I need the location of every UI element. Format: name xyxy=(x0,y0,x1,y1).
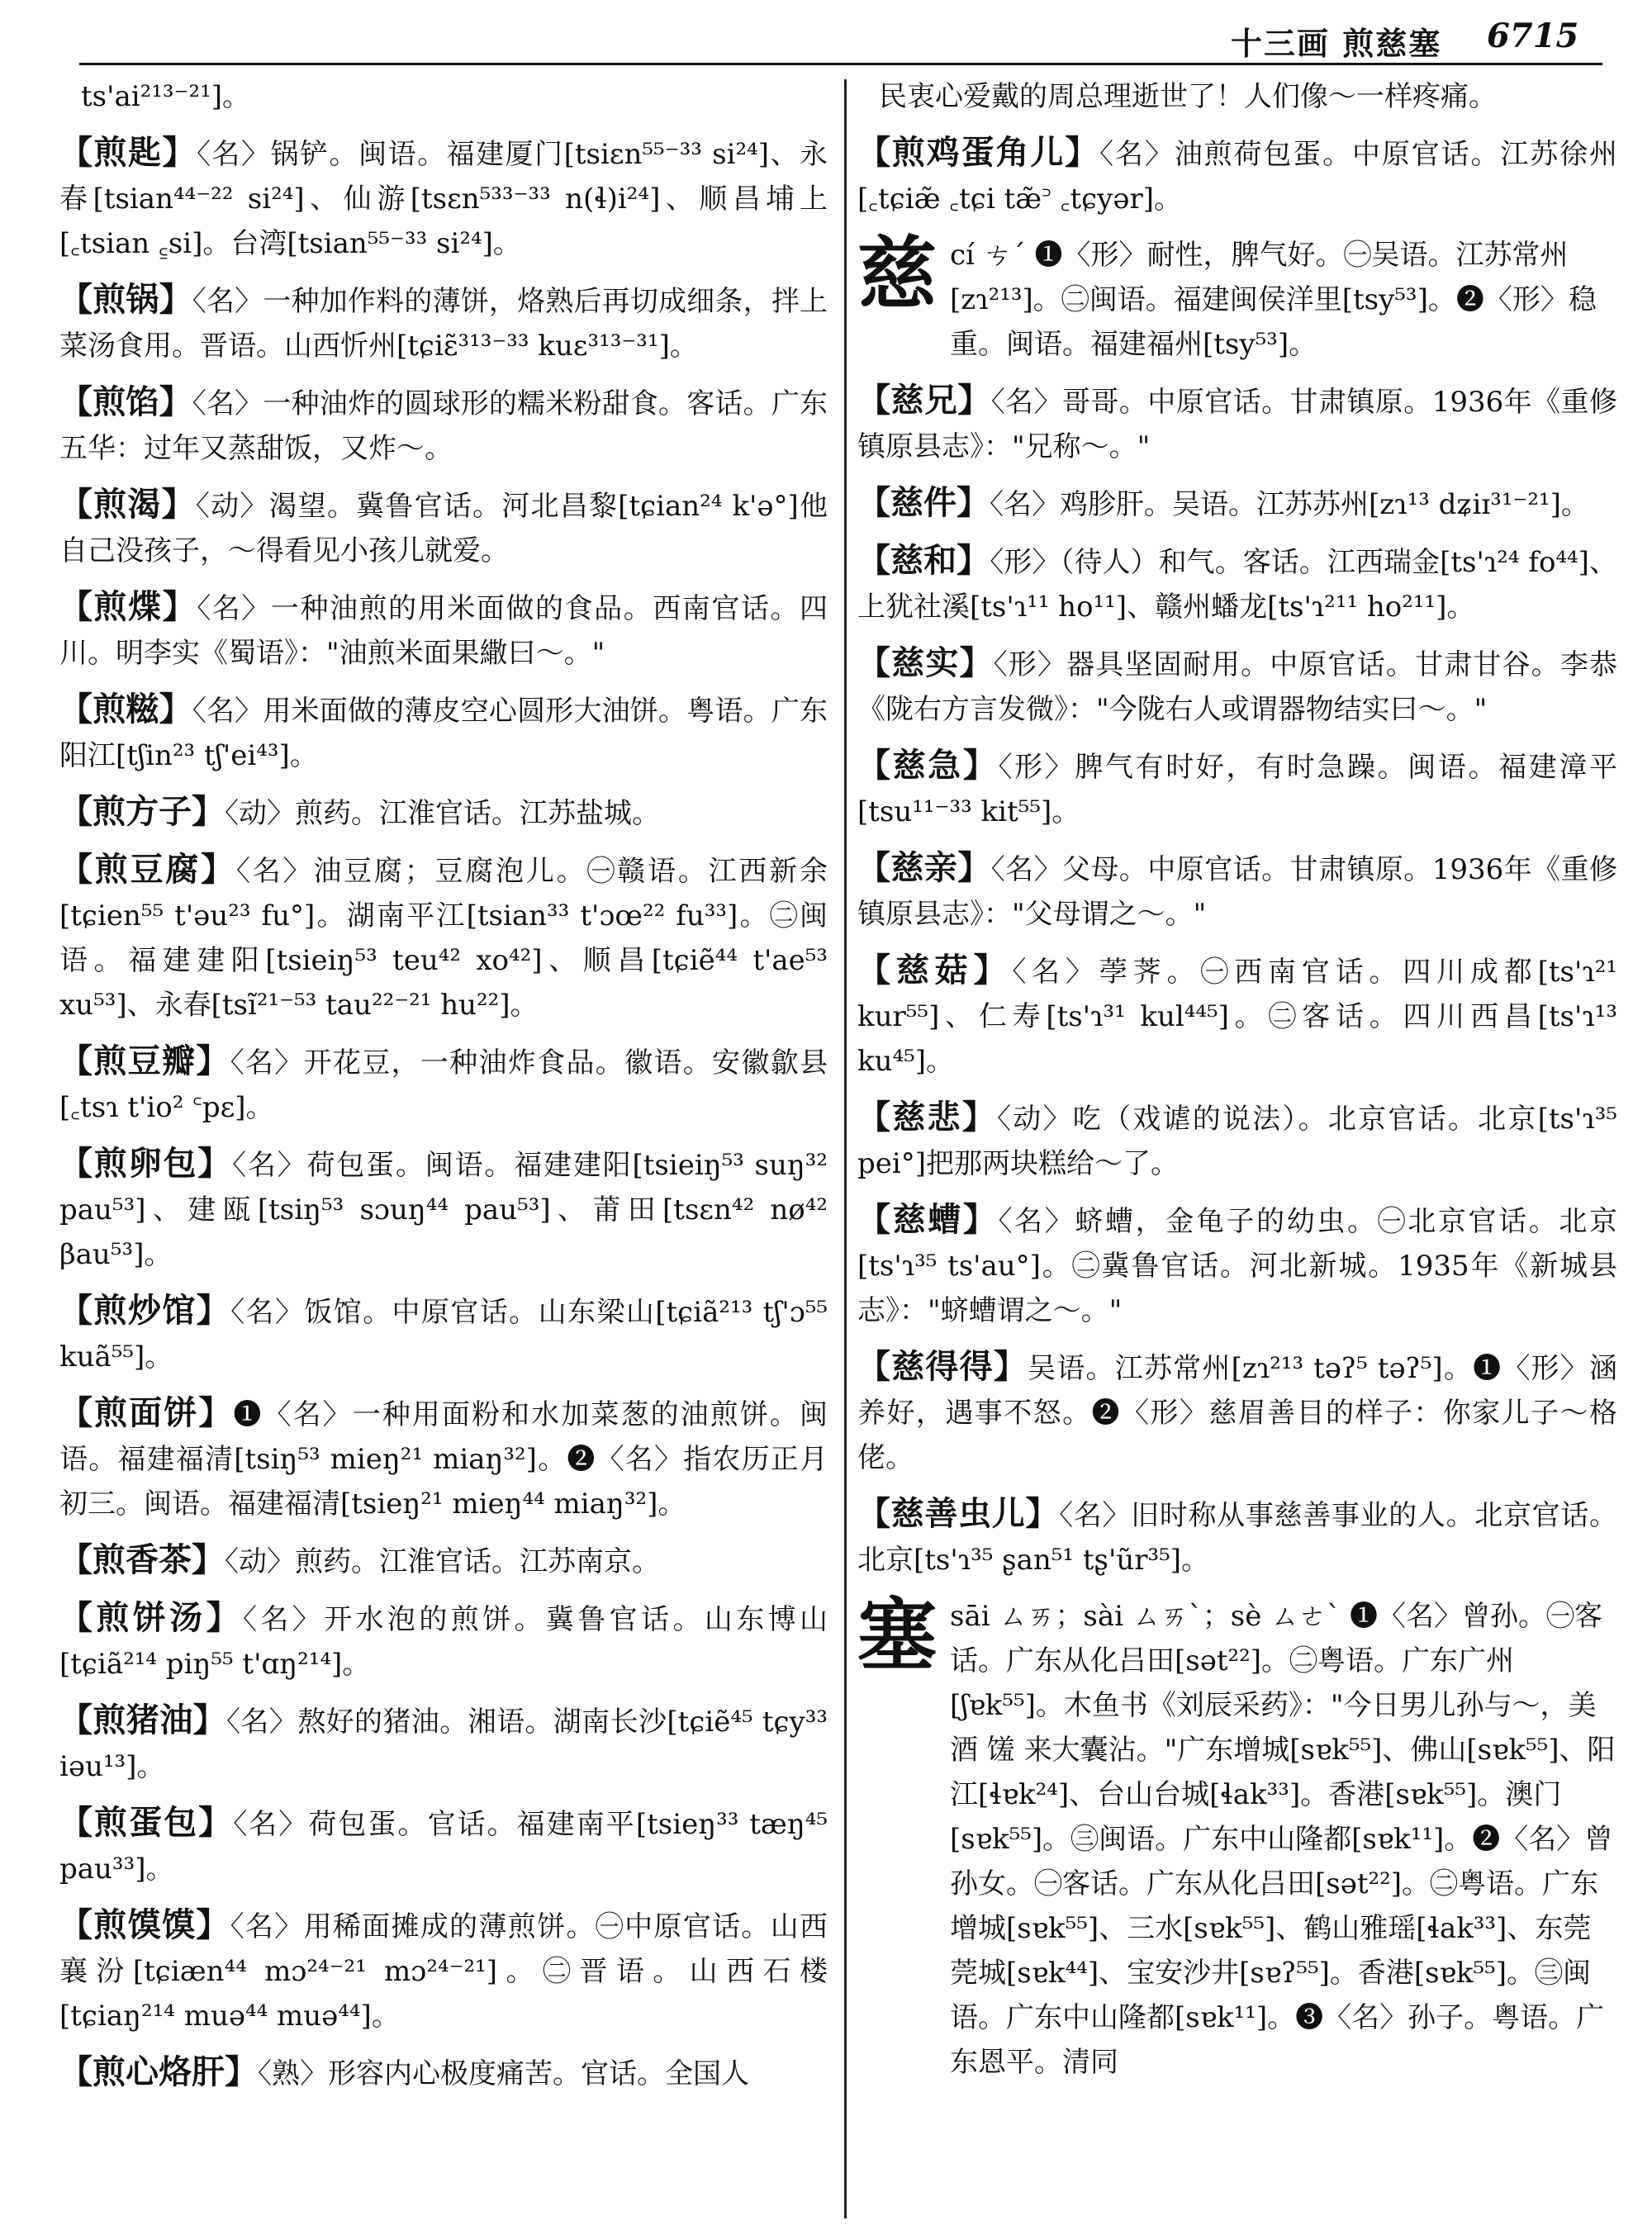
entry-headword: 【煎猪油】 xyxy=(59,1701,226,1739)
dictionary-entry xyxy=(59,687,828,778)
entry-definition: 〈动〉渴望。冀鲁官话。河北昌黎[tɕian²⁴ k'ə°]他自己没孩子，～得看见小孩儿就爱。 xyxy=(59,490,828,567)
left-column xyxy=(59,74,828,2108)
dictionary-entry xyxy=(857,130,1617,221)
head-character: 塞 xyxy=(857,1589,937,1682)
entry-definition: 〈名〉父母。中原官话。甘肃镇原。1936年《重修镇原县志》："父母谓之～。" xyxy=(857,853,1617,931)
entry-headword: 【慈和】 xyxy=(857,542,990,580)
entry-definition: 〈名〉油煎荷包蛋。中原官话。江苏徐州[꜀tɕiæ̃ ꜀tɕi tæ̃꜄ ꜀tɕyər]。 xyxy=(857,138,1617,216)
entry-headword: 【慈得得】 xyxy=(857,1348,1028,1386)
dictionary-entry xyxy=(857,641,1617,732)
right-column xyxy=(857,74,1617,2096)
entry-headword: 【慈兄】 xyxy=(857,382,991,420)
entry-definition: 〈熟〉形容内心极度痛苦。官话。全国人 xyxy=(258,2057,749,2090)
entry-headword: 【煎锅】 xyxy=(59,281,192,319)
entry-definition: 〈名〉一种油煎的用米面做的食品。西南官话。四川。明李实《蜀语》："油煎米面果繖曰～。" xyxy=(59,592,828,670)
dictionary-entry xyxy=(59,482,828,573)
entry-headword: 【煎卵包】 xyxy=(59,1145,233,1183)
entry-headword: 【煎香茶】 xyxy=(59,1541,225,1579)
entry-headword: 【慈善虫儿】 xyxy=(857,1495,1060,1533)
head-character-entry xyxy=(857,228,1617,367)
head-character: 慈 xyxy=(857,228,937,320)
entry-headword: 【慈件】 xyxy=(857,484,990,522)
entry-headword: 【煎饼汤】 xyxy=(59,1599,243,1637)
entry-definition: 〈动〉煎药。江淮官话。江苏盐城。 xyxy=(225,797,660,830)
entry-definition: 〈名〉鸡胗肝。吴语。江苏苏州[zɿ¹³ dʑiɪ³¹⁻²¹]。 xyxy=(990,488,1589,521)
entry-definition: 〈名〉熬好的猪油。湘语。湖南长沙[tɕiẽ⁴⁵ tɕy³³ iəu¹³]。 xyxy=(59,1706,828,1783)
dictionary-entry xyxy=(857,1345,1617,1480)
entry-headword: 【煎匙】 xyxy=(59,134,197,172)
entry-definition: 吴语。江苏常州[zɿ²¹³ təʔ⁵ təʔ⁵]。❶〈形〉涵养好，遇事不怒。❷〈形〉慈眉善目的样子：你家儿子～格佬。 xyxy=(857,1352,1617,1474)
entry-definition: 〈名〉荷包蛋。闽语。福建建阳[tsieiŋ⁵³ suŋ³² pau⁵³]、建瓯[tsiŋ⁵³ sɔuŋ⁴⁴ pau⁵³]、莆田[tsɛn⁴² nø⁴² βau⁵³]。 xyxy=(59,1149,828,1271)
entry-definition: 〈名〉用稀面摊成的薄煎饼。㊀中原官话。山西襄汾[tɕiæn⁴⁴ mɔ²⁴⁻²¹ mɔ²⁴⁻²¹]。㊁晋语。山西石楼[tɕiaŋ²¹⁴ muə⁴⁴ muə⁴⁴]。 xyxy=(59,1910,828,2033)
dictionary-entry xyxy=(857,539,1617,629)
entry-definition: 〈形〉（待人）和气。客话。江西瑞金[ts'ɿ²⁴ fo⁴⁴]、上犹社溪[ts'ɿ¹¹ ho¹¹]、赣州蟠龙[ts'ɿ²¹¹ ho²¹¹]。 xyxy=(857,546,1617,624)
dictionary-entry xyxy=(857,481,1617,527)
dictionary-entry xyxy=(59,1288,828,1379)
dictionary-entry xyxy=(59,130,828,266)
entry-definition: ❶〈名〉一种用面粉和水加菜葱的油煎饼。闽语。福建福清[tsiŋ⁵³ mieŋ²¹ miaŋ³²]。❷〈名〉指农历正月初三。闽语。福建福清[tsieŋ²¹ mieŋ⁴⁴ miaŋ³²]。 xyxy=(59,1398,828,1521)
entry-headword: 【煎馅】 xyxy=(59,383,192,421)
dictionary-entry xyxy=(857,1198,1617,1333)
entry-definition: 〈名〉饭馆。中原官话。山东梁山[tɕiã²¹³ tʃ'ɔ⁵⁵ kuã⁵⁵]。 xyxy=(59,1296,828,1374)
entry-definition: 〈名〉哥哥。中原官话。甘肃镇原。1936年《重修镇原县志》："兄称～。" xyxy=(857,386,1617,463)
entry-definition: 〈名〉用米面做的薄皮空心圆形大油饼。粤语。广东阳江[tʃin²³ tʃ'ei⁴³]。 xyxy=(59,695,828,772)
entry-definition: 〈名〉开水泡的煎饼。冀鲁官话。山东博山[tɕiã²¹⁴ piŋ⁵⁵ t'ɑŋ²¹⁴]。 xyxy=(59,1603,828,1681)
dictionary-entry xyxy=(59,585,828,676)
entry-headword: 【慈急】 xyxy=(857,747,999,785)
entry-definition: 民衷心爱戴的周总理逝世了！人们像～一样疼痛。 xyxy=(879,80,1497,113)
dictionary-entry xyxy=(59,1391,828,1526)
entry-headword: 【煎方子】 xyxy=(59,793,225,831)
entry-headword: 【慈实】 xyxy=(857,644,994,682)
dictionary-entry xyxy=(59,1538,828,1584)
entry-definition: 〈名〉荷包蛋。官话。福建南平[tsieŋ³³ tæŋ⁴⁵ pau³³]。 xyxy=(59,1808,828,1886)
entry-definition: 〈形〉脾气有时好，有时急躁。闽语。福建漳平[tsu¹¹⁻³³ kit⁵⁵]。 xyxy=(857,751,1617,828)
entry-headword: 【慈螬】 xyxy=(857,1201,999,1239)
dictionary-entry xyxy=(59,1698,828,1789)
entry-headword: 【慈菇】 xyxy=(857,951,1013,989)
dictionary-entry xyxy=(857,846,1617,937)
entry-headword: 【慈悲】 xyxy=(857,1098,997,1136)
entry-headword: 【煎糍】 xyxy=(59,690,192,728)
entry-definition: cí ㄘˊ ❶〈形〉耐性，脾气好。㊀吴语。江苏常州[zɿ²¹³]。㊁闽语。福建闽侯洋里[tsy⁵³]。❷〈形〉稳重。闽语。福建福州[tsy⁵³]。 xyxy=(950,239,1597,361)
entry-definition: 〈名〉一种油炸的圆球形的糯米粉甜食。客话。广东五华：过年又蒸甜饭，又炸～。 xyxy=(59,387,828,465)
dictionary-entry xyxy=(59,380,828,471)
entry-definition: 〈名〉旧时称从事慈善事业的人。北京官话。北京[ts'ɿ³⁵ ʂan⁵¹ tʂ'ũr³⁵]。 xyxy=(857,1499,1618,1577)
dictionary-entry xyxy=(59,847,828,1027)
entry-definition: 〈名〉开花豆，一种油炸食品。徽语。安徽歙县[꜀tsɿ t'io² ꜂pɛ]。 xyxy=(59,1046,828,1124)
entry-definition: 〈名〉锅铲。闽语。福建厦门[tsiɛn⁵⁵⁻³³ si²⁴]、永春[tsian⁴⁴⁻²² si²⁴]、仙游[tsɛn⁵³³⁻³³ n(ɬ)i²⁴]、顺昌埔上[꜀tsian ꜁si]。台湾[tsian⁵⁵⁻³³ si²⁴]。 xyxy=(59,138,828,260)
entry-definition: 〈动〉煎药。江淮官话。江苏南京。 xyxy=(225,1545,660,1578)
entry-definition: 〈名〉一种加作料的薄饼，烙熟后再切成细条，拌上菜汤食用。晋语。山西忻州[tɕiɛ̃³¹³⁻³³ kuɛ³¹³⁻³¹]。 xyxy=(59,285,828,363)
entry-definition: ts'ai²¹³⁻²¹]。 xyxy=(81,80,250,113)
entry-headword: 【煎豆瓣】 xyxy=(59,1042,230,1080)
dictionary-entry xyxy=(59,790,828,836)
dictionary-entry xyxy=(857,948,1617,1084)
dictionary-entry xyxy=(857,378,1617,469)
dictionary-entry xyxy=(59,1141,828,1277)
entry-headword: 【煎心烙肝】 xyxy=(59,2053,258,2091)
head-character-entry xyxy=(857,1589,1617,2085)
page-header xyxy=(0,0,1652,69)
dictionary-entry xyxy=(59,2050,828,2096)
dictionary-entry xyxy=(857,743,1617,834)
entry-headword: 【慈亲】 xyxy=(857,849,991,887)
entry-definition: 〈动〉吃（戏谑的说法）。北京官话。北京[ts'ɿ³⁵ pei°]把那两块糕给～了。 xyxy=(857,1103,1618,1180)
dictionary-entry xyxy=(59,1801,828,1891)
entry-headword: 【煎面饼】 xyxy=(59,1394,234,1432)
dictionary-entry xyxy=(857,1492,1617,1582)
entry-headword: 【煎炒馆】 xyxy=(59,1292,231,1330)
entry-headword: 【煎豆腐】 xyxy=(59,851,236,889)
entry-headword: 【煎渴】 xyxy=(59,486,196,524)
entry-headword: 【煎煠】 xyxy=(59,588,197,626)
entry-definition: 〈名〉荸荠。㊀西南官话。四川成都[ts'ɿ²¹ kur⁵⁵]、仁寿[ts'ɿ³¹ kul⁴⁴⁵]。㊁客话。四川西昌[ts'ɿ¹³ ku⁴⁵]。 xyxy=(857,956,1617,1078)
entry-definition: 〈名〉油豆腐；豆腐泡儿。㊀赣语。江西新余[tɕien⁵⁵ t'əu²³ fu°]。湖南平江[tsian³³ t'ɔœ²² fu³³]。㊁闽语。福建建阳[tsieiŋ⁵³ teu⁴² xo⁴²]、顺昌[tɕiẽ⁴⁴ t'ae⁵³ xu⁵³]、永春[tsĩ²¹⁻⁵³ tau²²⁻²¹ hu²²]。 xyxy=(59,855,828,1022)
dictionary-entry xyxy=(59,1903,828,2038)
page-number: 6715 xyxy=(1487,17,1579,55)
entry-headword: 【煎蛋包】 xyxy=(59,1804,234,1842)
header-rule xyxy=(79,63,1602,65)
entry-headword: 【煎鸡蛋角儿】 xyxy=(857,134,1100,172)
entry-definition: sāi ㄙㄞ；sài ㄙㄞˋ；sè ㄙㄜˋ ❶〈名〉曾孙。㊀客话。广东从化吕田[sət²²]。㊁粤语。广东广州[ʃɐk⁵⁵]。木鱼书《刘辰采药》："今日男儿孙与～，美酒 馐 来大囊沾。"广东增城[sɐk⁵⁵]、佛山[sɐk⁵⁵]、阳江[ɬɐk²⁴]、台山台城[ɬak³³]。香港[sɐk⁵⁵]。澳门[sɐk⁵⁵]。㊂闽语。广东中山隆都[sɐk¹¹]。❷〈名〉曾孙女。㊀客话。广东从化吕田[sət²²]。㊁粤语。广东增城[sɐk⁵⁵]、三水[sɐk⁵⁵]、鹤山雅瑶[ɬak³³]、东莞莞城[sɐk⁴⁴]、宝安沙井[sɐʔ⁵⁵]。香港[sɐk⁵⁵]。㊂闽语。广东中山隆都[sɐk¹¹]。❸〈名〉孙子。粤语。广东恩平。清同 xyxy=(950,1600,1616,2079)
entry-headword: 【煎馍馍】 xyxy=(59,1906,230,1944)
entry-definition: 〈形〉器具坚固耐用。中原官话。甘肃甘谷。李恭《陇右方言发微》："今陇右人或谓器物结实曰～。" xyxy=(857,648,1617,726)
continued-text xyxy=(857,74,1617,119)
dictionary-entry xyxy=(59,278,828,368)
dictionary-entry xyxy=(59,1039,828,1130)
section-heading: 十三画 煎慈塞 xyxy=(1231,25,1442,62)
dictionary-entry xyxy=(59,1596,828,1687)
column-divider xyxy=(844,79,847,2218)
dictionary-entry xyxy=(857,1095,1617,1186)
continued-text xyxy=(59,74,828,119)
entry-definition: 〈名〉蛴螬，金龟子的幼虫。㊀北京官话。北京[ts'ɿ³⁵ ts'au°]。㊁冀鲁官话。河北新城。1935年《新城县志》："蛴螬谓之～。" xyxy=(857,1205,1617,1327)
